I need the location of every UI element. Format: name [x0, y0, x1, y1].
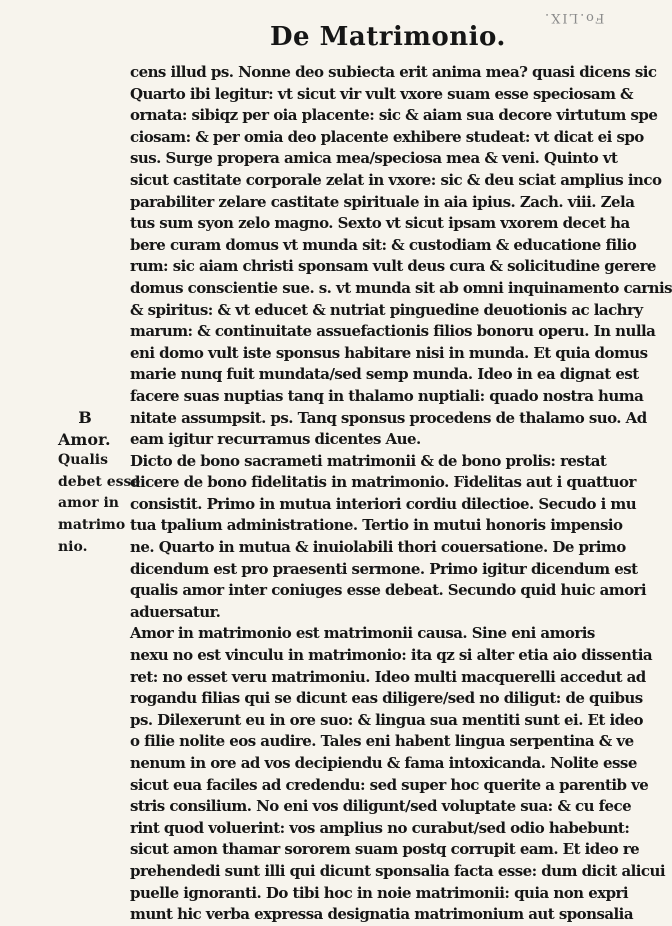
text-line: o filie nolite eos audire. Tales eni habent lingua serpentina & ve — [130, 732, 634, 751]
text-line: ret: no esset veru matrimoniu. Ideo multi macquerelli accedut ad — [130, 667, 646, 686]
text-line: sicut eua faciles ad credendu: sed super hoc querite a parentib ve — [130, 775, 649, 794]
margin-note: nio. — [58, 538, 88, 555]
text-line: qualis amor inter coniuges esse debeat. Secundo quid huic amori — [130, 581, 647, 600]
text-line: prehendedi sunt illi qui dicunt sponsalia facta esse: dum dicit alicui — [130, 861, 666, 880]
text-line: sicut castitate corporale zelat in vxore: sic & deu sciat amplius inco — [130, 170, 662, 189]
running-head: De Matrimonio. — [270, 22, 506, 52]
text-line: ne. Quarto in mutua & inuiolabili thori couersatione. De primo — [130, 538, 626, 557]
text-line: ornata: sibiqz per oia placente: sic & aiam sua decore virtutum spe — [130, 106, 658, 125]
text-line: eam igitur recurramus dicentes Aue. — [130, 430, 421, 449]
text-line: Amor in matrimonio est matrimonii causa. Sine eni amoris — [130, 624, 595, 643]
margin-note: Amor. — [58, 429, 111, 449]
text-line: cens illud ps. Nonne deo subiecta erit anima mea? quasi dicens sic — [130, 63, 657, 81]
text-line: eni domo vult iste sponsus habitare nisi in munda. Et quia domus — [130, 343, 648, 362]
text-line: marie nunq fuit mundata/sed semp munda. Ideo in ea dignat est — [130, 365, 639, 384]
text-line: facere suas nuptias tanq in thalamo nuptiali: quado nostra huma — [130, 386, 644, 405]
margin-note: debet esse — [58, 473, 141, 490]
text-line: nexu no est vinculu in matrimonio: ita qz si alter etia aio dissentia — [130, 646, 653, 665]
text-line: sicut amon thamar sororem suam postq corrupit eam. Et ideo re — [130, 840, 640, 859]
text-line: ciosam: & per omia deo placente exhibere studeat: vt dicat ei spo — [130, 127, 644, 146]
text-line: Quarto ibi legitur: vt sicut vir vult vxore suam esse speciosam & — [130, 84, 634, 103]
text-line: rint quod voluerint: vos amplius no curabut/sed odio habebunt: — [130, 818, 630, 837]
text-line: munt hic verba expressa designatia matrimonium aut sponsalia — [130, 905, 633, 924]
text-line: puelle ignoranti. Do tibi hoc in noie matrimonii: quia non expri — [130, 883, 629, 902]
margin-note: B — [78, 408, 92, 427]
text-line: marum: & continuitate assuefactionis filios bonoru operu. In nulla — [130, 322, 656, 341]
text-line: nitate assumpsit. ps. Tanq sponsus procedens de thalamo suo. Ad — [130, 408, 647, 427]
text-line: dicendum est pro praesenti sermone. Primo igitur dicendum est — [130, 559, 638, 578]
text-line: & spiritus: & vt educet & nutriat pinguedine deuotionis ac lachry — [130, 300, 643, 319]
margin-notes — [58, 407, 141, 558]
text-line: tua tpalium administratione. Tertio in mutui honoris impensio — [130, 516, 623, 535]
text-line: sus. Surge propera amica mea/speciosa mea & veni. Quinto vt — [130, 149, 618, 168]
text-line: stris consilium. No eni vos diligunt/sed voluptate sua: & cu fece — [130, 797, 632, 816]
text-line: nenum in ore ad vos decipiendu & fama intoxicanda. Nolite esse — [130, 754, 637, 772]
main-text-column — [130, 62, 672, 926]
folio-number: Fo.LIX. — [542, 10, 604, 25]
margin-note: amor in — [58, 495, 119, 512]
text-line: rum: sic aiam christi sponsam vult deus cura & solicitudine gerere — [130, 257, 656, 276]
text-line: dicere de bono fidelitatis in matrimonio. Fidelitas aut i quattuor — [130, 473, 636, 492]
text-line: Dicto de bono sacrameti matrimonii & de bono prolis: restat — [130, 451, 607, 470]
text-line: tus sum syon zelo magno. Sexto vt sicut ipsam vxorem decet ha — [130, 214, 630, 233]
margin-note: Qualis — [58, 452, 108, 469]
text-line: ps. Dilexerunt eu in ore suo: & lingua sua mentiti sunt ei. Et ideo — [130, 710, 644, 729]
text-line: bere curam domus vt munda sit: & custodiam & educatione filio — [130, 235, 637, 254]
text-line: parabiliter zelare castitate spirituale in aia ipius. Zach. viii. Zela — [130, 192, 635, 211]
text-line: domus conscientie sue. s. vt munda sit ab omni inquinamento carnis — [130, 278, 672, 297]
text-line: consistit. Primo in mutua interiori cordiu dilectioe. Secudo i mu — [130, 494, 637, 513]
margin-note: matrimo — [58, 516, 126, 533]
text-line: aduersatur. — [130, 602, 221, 621]
text-line: rogandu filias qui se dicunt eas diligere/sed no diligut: de quibus — [130, 689, 643, 708]
